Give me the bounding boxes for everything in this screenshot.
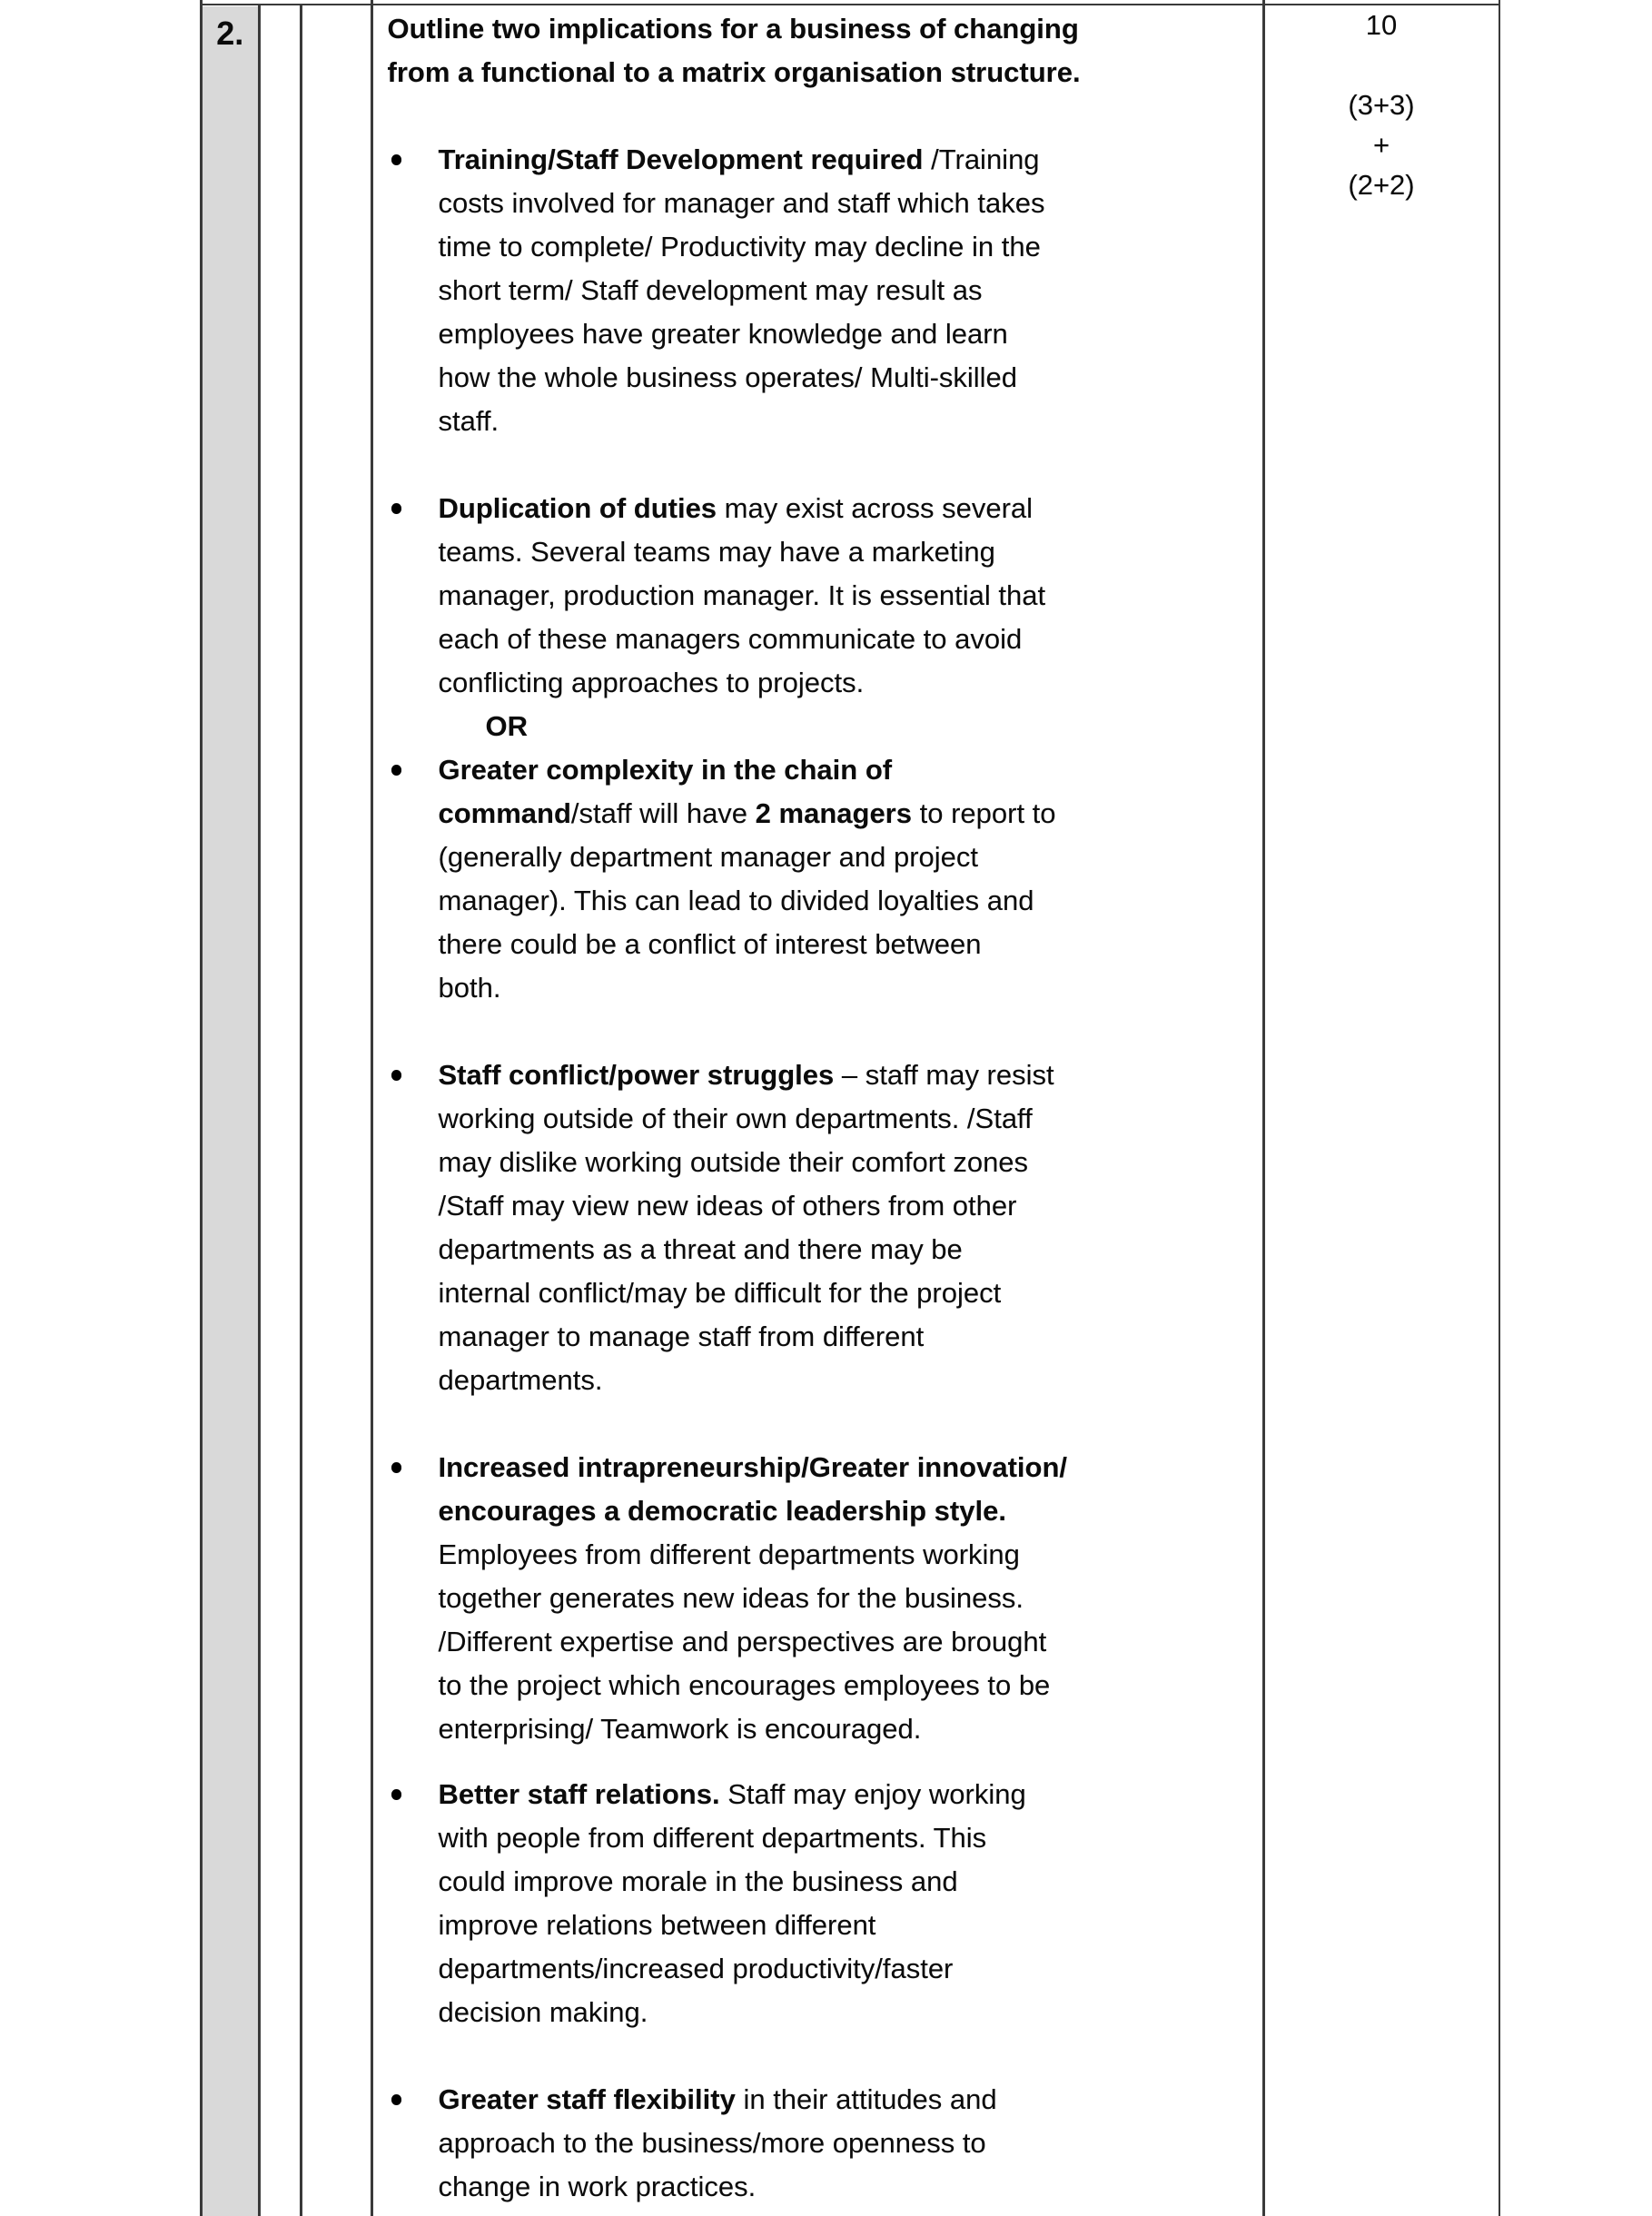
text-segment: command bbox=[438, 797, 571, 829]
text-segment: Greater complexity in the chain of bbox=[438, 754, 893, 786]
text-segment: may dislike working outside their comfort zones bbox=[438, 1146, 1029, 1178]
text-line bbox=[439, 400, 1261, 443]
marks-breakdown bbox=[1265, 85, 1499, 205]
question-heading bbox=[388, 7, 1261, 94]
table-divider-1 bbox=[258, 5, 261, 2216]
text-segment: departments/increased productivity/faster bbox=[438, 1953, 954, 1984]
text-line bbox=[439, 1773, 1261, 1816]
text-line bbox=[439, 836, 1261, 879]
question-number-cell bbox=[203, 6, 259, 2216]
text-segment: improve relations between different bbox=[438, 1909, 876, 1941]
text-line bbox=[439, 1097, 1261, 1141]
text-line bbox=[486, 705, 1261, 748]
text-segment: could improve morale in the business and bbox=[438, 1865, 958, 1897]
text-line bbox=[439, 1947, 1261, 1991]
bullet-icon bbox=[391, 2094, 402, 2105]
text-segment: change in work practices. bbox=[438, 2171, 757, 2202]
text-segment: Greater staff flexibility bbox=[438, 2083, 744, 2115]
bullet-icon bbox=[391, 503, 402, 514]
text-segment: staff. bbox=[438, 405, 500, 437]
text-line bbox=[439, 923, 1261, 966]
text-segment: decision making. bbox=[438, 1996, 648, 2028]
text-line bbox=[439, 312, 1261, 356]
marks-breakdown-line: (2+2) bbox=[1348, 169, 1415, 201]
text-line bbox=[439, 1707, 1261, 1751]
text-line bbox=[439, 1664, 1261, 1707]
text-line bbox=[439, 574, 1261, 618]
text-line bbox=[439, 748, 1261, 792]
text-line bbox=[439, 879, 1261, 923]
text-line bbox=[439, 530, 1261, 574]
text-line bbox=[439, 2122, 1261, 2165]
text-segment: internal conflict/may be difficult for the project bbox=[438, 1277, 1002, 1309]
text-segment: Increased intrapreneurship/Greater innovation/ bbox=[438, 1451, 1068, 1483]
text-segment: conflicting approaches to projects. bbox=[438, 667, 865, 698]
marks-breakdown-line: (3+3) bbox=[1348, 89, 1415, 121]
text-line bbox=[439, 1141, 1261, 1184]
marking-scheme-table bbox=[200, 0, 1500, 2216]
text-segment: Duplication of duties bbox=[438, 492, 725, 524]
text-line bbox=[439, 1228, 1261, 1271]
text-segment: in their attitudes and bbox=[743, 2083, 997, 2115]
question-number: 2. bbox=[216, 14, 244, 52]
text-line bbox=[439, 2078, 1261, 2122]
text-segment: manager to manage staff from different bbox=[438, 1321, 925, 1352]
bullet-item bbox=[388, 1446, 1261, 1751]
text-segment: from a functional to a matrix organisation structure. bbox=[387, 56, 1081, 88]
text-segment: time to complete/ Productivity may decline in the bbox=[438, 231, 1041, 262]
text-line bbox=[439, 1816, 1261, 1860]
text-line bbox=[439, 618, 1261, 661]
text-line bbox=[439, 356, 1261, 400]
text-line bbox=[439, 1489, 1261, 1533]
text-segment: Better staff relations. bbox=[438, 1778, 728, 1810]
text-line bbox=[439, 1446, 1261, 1489]
text-segment: with people from different departments. This bbox=[438, 1822, 987, 1854]
bullet-item bbox=[388, 2078, 1261, 2209]
text-line bbox=[439, 792, 1261, 836]
text-segment: – staff may resist bbox=[841, 1059, 1054, 1091]
text-line bbox=[439, 182, 1261, 225]
text-line bbox=[439, 225, 1261, 269]
bullet-icon bbox=[391, 1789, 402, 1800]
text-segment: /staff will have bbox=[570, 797, 756, 829]
text-segment: Outline two implications for a business of changing bbox=[387, 13, 1079, 45]
text-segment: /Staff may view new ideas of others from other bbox=[438, 1190, 1017, 1222]
text-segment: encourages a democratic leadership style. bbox=[438, 1495, 1006, 1527]
text-segment: together generates new ideas for the business. bbox=[438, 1582, 1024, 1614]
text-line bbox=[388, 7, 1261, 51]
text-line bbox=[439, 1184, 1261, 1228]
bullet-icon bbox=[391, 1462, 402, 1473]
text-line bbox=[439, 2165, 1261, 2209]
text-line bbox=[439, 1860, 1261, 1904]
bullet-item bbox=[388, 748, 1261, 1010]
bullet-item bbox=[388, 1773, 1261, 2034]
text-segment: both. bbox=[438, 972, 501, 1004]
text-line bbox=[439, 1359, 1261, 1402]
text-line bbox=[439, 138, 1261, 182]
text-segment: enterprising/ Teamwork is encouraged. bbox=[438, 1713, 922, 1745]
text-segment: approach to the business/more openness to bbox=[438, 2127, 986, 2159]
text-line bbox=[439, 1577, 1261, 1620]
text-segment: costs involved for manager and staff which takes bbox=[438, 187, 1045, 219]
text-segment: employees have greater knowledge and learn bbox=[438, 318, 1008, 350]
text-segment: (generally department manager and project bbox=[438, 841, 979, 873]
text-segment: departments as a threat and there may be bbox=[438, 1233, 963, 1265]
text-segment: to report to bbox=[912, 797, 1056, 829]
bullet-icon bbox=[391, 1070, 402, 1081]
text-segment: there could be a conflict of interest between bbox=[438, 928, 982, 960]
bullet-item bbox=[388, 487, 1261, 705]
text-line bbox=[439, 1620, 1261, 1664]
text-line bbox=[439, 1904, 1261, 1947]
text-segment: Staff conflict/power struggles bbox=[438, 1059, 842, 1091]
text-segment: teams. Several teams may have a marketing bbox=[438, 536, 995, 568]
text-line bbox=[439, 269, 1261, 312]
marks-cell bbox=[1265, 5, 1499, 205]
text-segment: OR bbox=[485, 710, 528, 742]
marks-total: 10 bbox=[1365, 9, 1398, 41]
bullet-icon bbox=[391, 154, 402, 165]
text-segment: working outside of their own departments. /Staff bbox=[438, 1103, 1033, 1134]
marks-breakdown-line: + bbox=[1372, 129, 1390, 161]
text-line bbox=[439, 487, 1261, 530]
text-segment: to the project which encourages employees to be bbox=[438, 1669, 1051, 1701]
text-line bbox=[439, 1271, 1261, 1315]
text-segment: how the whole business operates/ Multi-skilled bbox=[438, 361, 1018, 393]
text-line bbox=[439, 966, 1261, 1010]
text-segment: 2 managers bbox=[755, 797, 912, 829]
text-segment: may exist across several bbox=[724, 492, 1034, 524]
text-segment: Training/Staff Development required bbox=[438, 143, 932, 175]
text-line bbox=[388, 51, 1261, 94]
bullet-icon bbox=[391, 765, 402, 776]
text-line bbox=[439, 1054, 1261, 1097]
text-segment: Employees from different departments working bbox=[438, 1538, 1020, 1570]
text-line bbox=[439, 1315, 1261, 1359]
text-line bbox=[439, 1991, 1261, 2034]
text-segment: /Different expertise and perspectives are brought bbox=[438, 1626, 1047, 1657]
text-segment: short term/ Staff development may result as bbox=[438, 274, 983, 306]
text-line bbox=[439, 1533, 1261, 1577]
table-border-right bbox=[1499, 0, 1501, 2216]
text-segment: /Training bbox=[931, 143, 1040, 175]
text-segment: manager). This can lead to divided loyalties and bbox=[438, 885, 1034, 916]
text-segment: each of these managers communicate to avoid bbox=[438, 623, 1023, 655]
text-line bbox=[439, 661, 1261, 705]
table-divider-marks bbox=[1262, 0, 1265, 2216]
bullet-item bbox=[388, 1054, 1261, 1402]
text-segment: Staff may enjoy working bbox=[727, 1778, 1026, 1810]
answer-cell bbox=[373, 7, 1261, 2209]
table-divider-2 bbox=[300, 5, 302, 2216]
text-segment: manager, production manager. It is essential that bbox=[438, 579, 1046, 611]
or-separator bbox=[388, 705, 1261, 748]
bullet-item bbox=[388, 138, 1261, 443]
text-segment: departments. bbox=[438, 1364, 603, 1396]
